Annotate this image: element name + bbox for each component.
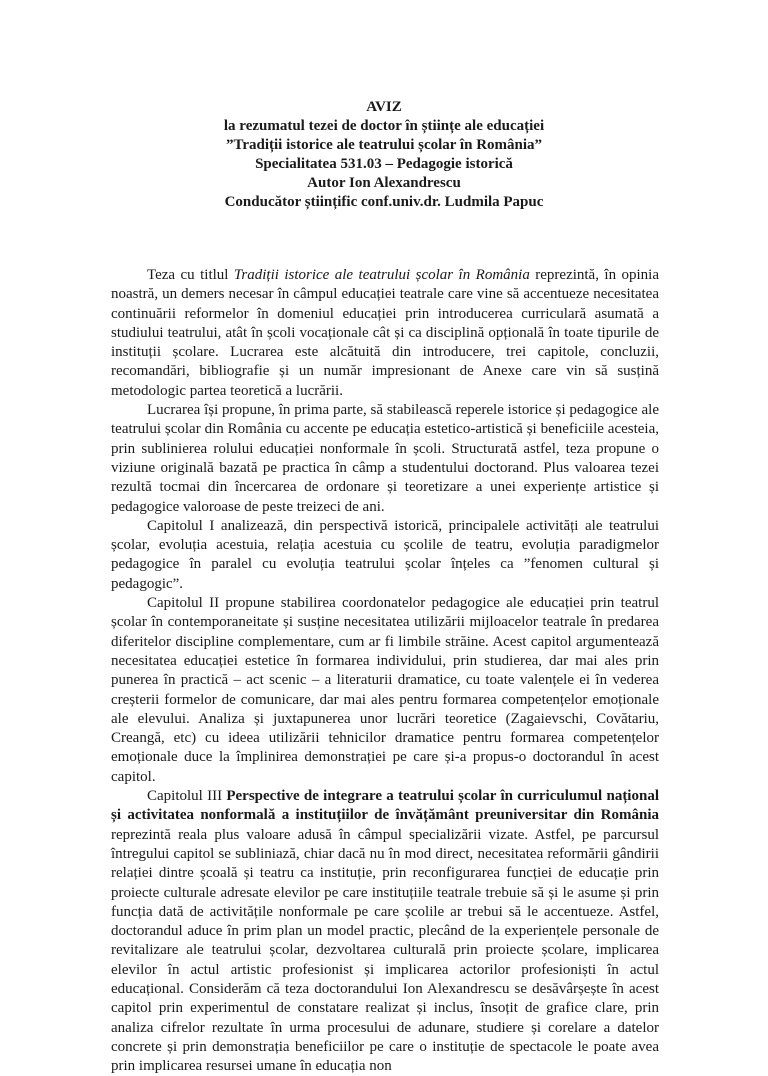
header-title: AVIZ <box>366 99 402 115</box>
header-author: Autor Ion Alexandrescu <box>307 175 461 191</box>
document-header <box>0 98 768 212</box>
paragraph-5-chapter-title: Perspective de integrare a teatrului școlar în curriculumul național și activitatea nonformală a instituțiilor de învățământ preuniversitar din România <box>111 788 659 824</box>
document-body <box>111 266 659 1076</box>
paragraph-5 <box>111 787 659 1076</box>
paragraph-1-thesis-title: Tradiții istorice ale teatrului școlar în România <box>233 267 530 283</box>
header-supervisor: Conducător științific conf.univ.dr. Ludmila Papuc <box>224 194 544 210</box>
paragraph-1-text: reprezintă, în opinia noastră, un demers necesar în câmpul educației teatrale care vine să accentueze necesitatea continuării reformelor în domeniul educației prin introducerea curriculară asumată a studiului teatrului, atât în școli vocaționale cât și ca disciplină opțională în toate tipurile de instituții școlare. Lucrarea este alcătuită din introducere, trei capitole, concluzii, recomandări, bibliografie și un număr impresionant de Anexe care vin să susțină metodologic partea teoretică a lucrării. <box>111 267 659 399</box>
paragraph-1 <box>111 266 659 401</box>
header-subject: la rezumatul tezei de doctor în științe ale educației <box>223 118 545 134</box>
paragraph-3: Capitolul I analizează, din perspectivă istorică, principalele activități ale teatrului școlar, evoluția acestuia, relația acestuia cu școlile de teatru, evoluția paradigmelor pedagogice în paralel cu evoluția teatrului școlar înțeles ca ”fenomen cultural și pedagogic”. <box>111 517 659 592</box>
paragraph-5-text: reprezintă reala plus valoare adusă în câmpul specializării vizate. Astfel, pe parcursul întregului capitol se subliniază, chiar dacă nu în mod direct, necesitatea reformării gândirii relației dintre școală și teatru ca instituție, prin reconfigurarea funcției de educație prin proiecte culturale adresate elevilor pe care instituțiile teatrale trebuie să și le asume și prin funcția dată de activitățile nonformale pe care școlile ar trebui să le accentueze. Astfel, doctorandul aduce în prim plan un model practic, plecând de la experiențele personale de revitalizare ale teatrului școlar, dezvoltarea culturală prin proiecte școlare, implicarea elevilor în actul artistic profesionist și implicarea actorilor profesioniști în actul educațional. Considerăm că teza doctorandului Ion Alexandrescu se desăvârșește în acest capitol prin experimentul de constatare realizat și inclus, însoțit de grafice clare, prin analiza cifrelor rezultate în urma procesului de adunare, studiere și corelare a datelor concrete și prin demonstrația beneficiilor pe care o instituție de spectacole le poate avea prin implicarea resursei umane în educația non <box>111 826 659 1075</box>
paragraph-4: Capitolul II propune stabilirea coordonatelor pedagogice ale educației prin teatrul școlar în contemporaneitate și susține necesitatea utilizării mijloacelor teatrale în predarea diferitelor discipline complementare, cum ar fi limbile străine. Acest capitol argumentează necesitatea educației estetice în formarea individului, prin studierea, dar mai ales prin punerea în practică – act scenic – a literaturii dramatice, cu toate valențele ei în vederea creșterii formelor de comunicare, dar mai ales pentru formarea competențelor emoționale ale elevului. Analiza și juxtapunerea unor lucrări teoretice (Zagaievschi, Covătariu, Creangă, etc) cu ideea utilizării tehnicilor dramatice pentru formarea competențelor emoționale duce la împlinirea demonstrației pe care și-a propus-o doctorandul în acest capitol. <box>111 595 659 785</box>
header-specialty: Specialitatea 531.03 – Pedagogie istorică <box>255 156 513 172</box>
paragraph-2: Lucrarea își propune, în prima parte, să stabilească reperele istorice și pedagogice ale teatrului școlar din România cu accente pe educația estetico-artistică și beneficiile acesteia, prin sublinierea rolului educației nonformale în școli. Structurată astfel, teza propune o viziune originală bazată pe practica în câmp a studentului doctorand. Plus valoarea tezei rezultă tocmai din încercarea de ordonare și teoretizare a unei experiențe artistice și pedagogice valoroase de peste treizeci de ani. <box>111 402 659 515</box>
paragraph-5-intro: Capitolul III <box>147 788 227 805</box>
header-thesis-title: ”Tradiții istorice ale teatrului școlar în România” <box>225 137 543 153</box>
paragraph-1-intro: Teza cu titlul <box>147 267 234 283</box>
